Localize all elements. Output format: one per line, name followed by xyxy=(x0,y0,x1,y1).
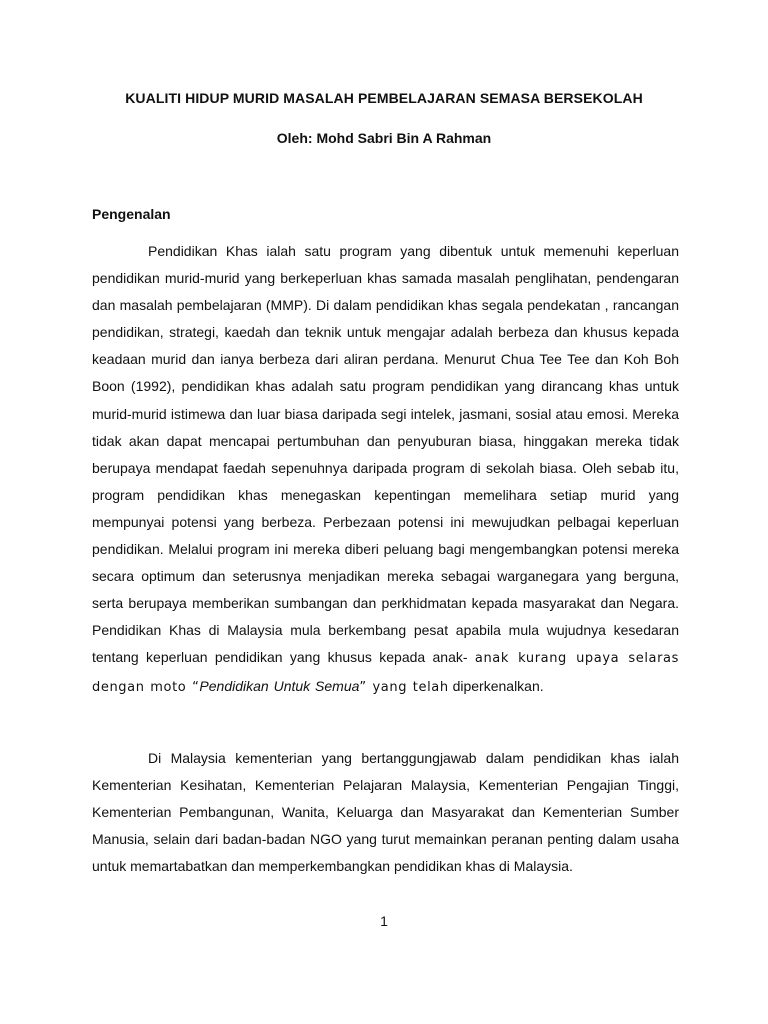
paragraph-intro-text: Pendidikan Khas ialah satu program yang dibentuk untuk memenuhi keperluan pendidikan murid-murid yang berkeperluan khas samada masalah penglihatan, pendengaran dan masalah pembelajaran (MMP). Di dalam pendidikan khas segala pendekatan , rancangan pendidikan, strategi, kaedah dan teknik untuk mengajar adalah berbeza dan khusus kepada keadaan murid dan ianya berbeza dari aliran perdana. Menurut Chua Tee Tee dan Koh Boh Boon (1992), pendidikan khas adalah satu program pendidikan yang dirancang khas untuk murid-murid istimewa dan luar biasa daripada segi intelek, jasmani, sosial atau emosi. Mereka tidak akan dapat mencapai pertumbuhan dan penyuburan biasa, hinggakan mereka tidak berupaya mendapat faedah sepenuhnya daripada program di sekolah biasa. Oleh sebab itu, program pendidikan khas menegaskan kepentingan memelihara setiap murid yang mempunyai potensi yang berbeza. Perbezaan potensi ini mewujudkan pelbagai keperluan pendidikan. Melalui program ini mereka diberi peluang bagi mengembangkan potensi mereka secara optimum dan seterusnya menjadikan mereka sebagai warganegara yang berguna, serta berupaya memberikan sumbangan dan perkhidmatan kepada masyarakat dan Negara. Pendidikan Khas di Malaysia mula berkembang pesat apabila mula wujudnya kesedaran tentang keperluan pendidikan yang khusus kepada anak- xyxy=(92,243,679,666)
paragraph-intro xyxy=(92,238,679,701)
document-title: KUALITI HIDUP MURID MASALAH PEMBELAJARAN SEMASA BERSEKOLAH xyxy=(125,90,643,106)
paragraph-ministries: Di Malaysia kementerian yang bertanggungjawab dalam pendidikan khas ialah Kementerian Kesihatan, Kementerian Pelajaran Malaysia, Kementerian Pengajian Tinggi, Kementerian Pembangunan, Wanita, Keluarga dan Masyarakat dan Kementerian Sumber Manusia, selain dari badan-badan NGO yang turut memainkan peranan penting dalam usaha untuk memartabatkan dan memperkembangkan pendidikan khas di Malaysia. xyxy=(92,750,679,875)
page-number: 1 xyxy=(380,913,388,929)
section-heading: Pengenalan xyxy=(92,206,171,222)
motto-text: Pendidikan Untuk Semua xyxy=(199,677,360,694)
paragraph-intro-end: diperkenalkan. xyxy=(452,677,544,694)
motto-tail-text: ” yang telah xyxy=(359,679,449,695)
motto-lead-text: anak kurang upaya selaras dengan moto “ xyxy=(92,651,679,695)
author-byline: Oleh: Mohd Sabri Bin A Rahman xyxy=(276,130,492,146)
